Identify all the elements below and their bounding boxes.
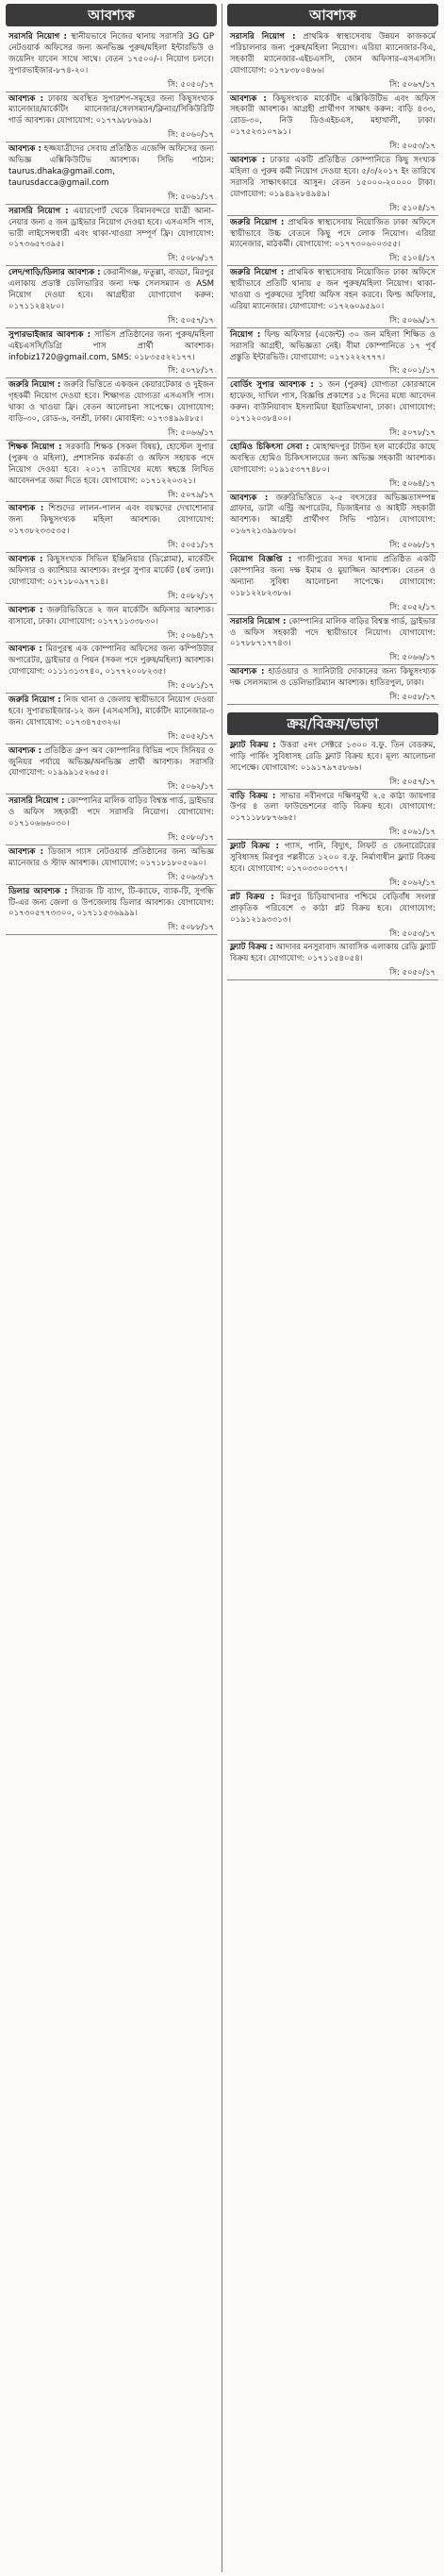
classified-ad: [6, 378, 217, 441]
ad-keyword: প্লট বিক্রয় :: [230, 892, 274, 902]
ad-keyword: হোমিও চিকিৎসা সেবা :: [230, 442, 309, 452]
ad-keyword: জরুরি নিয়োগ :: [230, 217, 285, 227]
classified-ad: [6, 328, 217, 379]
section-header-kroy-bikroy: ক্রয়/বিক্রয়/ভাড়া: [227, 712, 438, 735]
classified-ad: [6, 92, 217, 143]
ad-keyword: আবশ্যক :: [8, 644, 42, 655]
classified-ad: [6, 604, 217, 644]
ad-reference: সি: ৫০৬৬/১৭: [168, 427, 214, 437]
ad-text: কেরানীগঞ্জ, ফতুল্লা, বাড্ডা, মিরপুর এলাকায় প্রডাক্ট ডেলিভারির জন্য দক্ষ সেলসম্যান ও ASM নিয়োগ দেওয়া হবে। আগ্রহীরা যোগাযোগ করুন: ০১৭১১২৪২৮০।: [8, 268, 215, 311]
ad-keyword: জরুরি নিয়োগ :: [8, 380, 61, 391]
ad-text: গ্যাস, পানি, বিদ্যুৎ, লিফট ও জেনারেটরের সুবিধাসহ মিরপুর পল্লবীতে ১২০০ ব.ফু. নির্মাণাধীন ফ্ল্যাট বিক্রয় হবে। যোগাযোগ: ০১৭০৩৩০০৩৭৭।: [230, 842, 436, 874]
classified-ad: [227, 941, 438, 980]
ad-keyword: জরুরি নিয়োগ :: [230, 268, 285, 278]
classified-ad: [227, 30, 438, 92]
classified-ad: [6, 553, 217, 604]
ad-reference: সি: ৫০৫০/১৭: [389, 967, 436, 978]
ad-text: কিছুসংখ্যক মার্কেটিং এক্সিকিউটিভ এবং অফিস সহকারী আবশ্যক। আগ্রহী প্রার্থীগণ সাক্ষাৎ করুন: বাড়ি ৪৩৩, রোড-৩০, নিউ ডিওএইচএস, মহাখালী, ঢাকা। ০১৭৫২৩১০৭৯১।: [230, 93, 436, 138]
ad-keyword: শিক্ষক নিয়োগ :: [8, 442, 62, 452]
ad-list: [227, 739, 438, 980]
classified-ad: [227, 216, 438, 267]
ad-reference: সি: ৫০৮১/১৭: [168, 680, 214, 691]
classified-ad: [227, 553, 438, 615]
ad-text: প্রাথমিক স্বাস্থ্যসেবায় নিয়োজিত ঢাকা অফিসে স্থায়ীভাবে প্রতিটি থানায় ৫ জন পুরুষ/মহিলা নিয়োগ। থাকা-খাওয়া ও পুরুষদের সুবিধা অফিস বহন করবে। ফিল্ড অফিসার, এরিয়া ম্যানেজার। যোগাযোগ: ০১৭২৬০৯৫৯০।: [230, 268, 436, 311]
classified-ad: [6, 441, 217, 503]
ad-text: এয়ারপোর্ট থেকে বিমানবন্দরে যাত্রী আনা-নেয়ার জন্য ৫ জন ড্রাইভার নিয়োগ দেওয়া হবে। এসএসসি পাস, ভারী লাইসেন্সধারী এবং থাকা-খাওয়া সম্পূর্ণ ফ্রি। যোগাযোগ: ০১৭৩৬৫৭৩৯৫।: [8, 206, 214, 250]
classified-ad: [227, 441, 438, 492]
ad-text: উত্তরা ৫নং সেক্টরে ১৩০০ ব.ফু. তিন বেডরুম, গাড়ি পার্কিং সুবিধাসহ রেডি ফ্ল্যাট বিক্রয় হবে। মূল্য আলোচনা সাপেক্ষে। যোগাযোগ: ০১৯১৭৯৭৫৮৬৬।: [230, 740, 436, 773]
ad-reference: সি: ৫০৬৭/১৭: [389, 78, 436, 89]
ad-keyword: বোর্ডিং সুপার আবশ্যক :: [230, 380, 314, 391]
ad-text: প্রাথমিক স্বাস্থ্যসেবায় উন্নয়ন কাজকর্মে পরিচালনার জন্য পুরুষ/মহিলা নিয়োগ। এরিয়া ম্যানেজার-বিএ, সহকারী ম্যানেজার-এইচএসসি, জোন অফিসার-এসএসসি। যোগাযোগ: ০১৭৮৩৮০৪৬৬।: [230, 32, 436, 75]
ad-keyword: সরাসরি নিয়োগ :: [230, 32, 296, 42]
ad-text: নিজ থানা ও জেলায় স্থায়ীভাবে নিয়োগ দেওয়া হবে। সুপারভাইজার-১২ জন (এসএসসি), মার্কেটিং ম্যানেজার-৩ জন। যোগাযোগ: ০১৭৩৪৭৫৩২৬।: [8, 695, 214, 728]
ad-text: সিরাজ টি ব্যাগ, টি-ক্যাফে, ব্যাক-টি, সুগন্ধি টি-এর জন্য জেলা ও উপজেলায় ডিলার আবশ্যক। যোগাযোগ: ০১৭৩০৫৭৭৩৩০০, ০১৭১১৫৩৬৯৯৯।: [8, 886, 214, 919]
ad-reference: সি: ৫০৮০/১৭: [168, 832, 214, 842]
ad-reference: সি: ৫০৫২/১৭: [389, 601, 436, 611]
ad-text: মোহাম্মদপুর টাউন হল মার্কেটের কাছে অবস্থিত হোমিও চিকিৎসালয়ের জন্য অভিজ্ঞ সহকারী আবশ্যক। যোগাযোগ: ০১৯১৫৩৭৭৪৮০।: [230, 442, 436, 475]
classified-ad: [6, 502, 217, 553]
ad-reference: সি: ৫০০১/১৭: [389, 365, 436, 376]
classified-ad: [6, 795, 217, 845]
ad-reference: সি: ৫০৮৬/১৭: [168, 253, 214, 263]
ad-keyword: জরুরি নিয়োগ :: [8, 695, 61, 706]
classified-ad: [6, 744, 217, 795]
ad-keyword: সরাসরি নিয়োগ :: [8, 796, 65, 807]
ad-keyword: সরাসরি নিয়োগ :: [8, 32, 67, 42]
ad-text: কোম্পানির মালিক বাড়ির বিশ্বস্ত গার্ড, ড্রাইভার ও অফিস সহকারী পদে সরাসরি নিয়োগ। যোগাযোগ: ০১৭১০৬৬৬০৩০।: [8, 796, 214, 829]
ad-reference: সি: ৫১০৪/১৭: [389, 253, 436, 263]
ad-text: স্থানীয়ভাবে নিজের থানায় সরাসরি 3G GP নেটওয়ার্ক অফিসের জন্য অনভিজ্ঞ পুরুষ/মহিলা ইন্টারভিউ ও জয়েনিং যাবেন সাথে সাথে। বেতন ১৭৫০০/-। নিয়োগ চলবে। সুপারভাইজার-৮৭৪-২০।: [8, 32, 214, 75]
ad-keyword: ফ্ল্যাট বিক্রয় :: [230, 943, 273, 953]
ad-reference: সি: ৫০৬৬/১৭: [389, 652, 436, 662]
section-gap: [227, 705, 438, 712]
ad-text: ঢাকায় অবস্থিত সুপারশপ-সমূহের জন্য কিছুসংখ্যক ম্যানেজার/মার্কেটিং ম্যানেজার/সেলসম্যান/ক্লিনার/সিকিউরিটি গার্ড আবশ্যক। যোগাযোগ: ০১৭৭৯৮৮৬৯৯।: [8, 93, 215, 126]
ad-text: প্রাথমিক স্বাস্থ্যসেবায় নিয়োজিত ঢাকা অফিসে স্থায়ীভাবে উচ্চ বেতনে কিছু পদে লোক নিয়োগ। এরিয়া ম্যানেজার, মাঠকর্মী। যোগাযোগ: ০১৭৭৩০৬০০৩৫৫।: [230, 217, 436, 250]
ad-keyword: সুপারভাইজার আবশ্যক :: [8, 329, 91, 340]
ad-reference: সি: ৫০৭৯/১৭: [168, 489, 214, 499]
ad-text: কিছুসংখ্যক সিভিল ইঞ্জিনিয়ার (ডিপ্লোমা), মার্কেটিং অফিসার ও ক্যাশিয়ার আবশ্যক। রংপুর সুপার মার্কেট (৪র্থ তলা)। যোগাযোগ: ০১৭১৮০৯৭৭১৪।: [8, 555, 215, 587]
classified-ad: [227, 790, 438, 841]
classified-ad: [227, 891, 438, 942]
ad-text: ফিল্ড অফিসার (এজেন্ট) ৩০ জন মহিলা শিক্ষিত ও সরাসরি আগ্রহী, অভিজ্ঞতা নেই। বীমা কোম্পানিতে ১৭ পূর্ব প্রস্তুতি ইন্টারভিউ। যোগাযোগ: ০১৭১২২২৭৭৭।: [230, 329, 436, 362]
classified-ad: [227, 378, 438, 441]
ad-text: হজ্জযাত্রীদের সেবায় প্রতিষ্ঠিত এজেন্সি অফিসের জন্য অভিজ্ঞ এক্সিকিউটিভ আবশ্যক। সিভি পাঠান: taurus.dhaka@gmail.com, taurusdacca@gmail.com: [8, 144, 214, 188]
ad-reference: সি: ৫০৬২/১৭: [389, 877, 436, 887]
ad-keyword: সরাসরি নিয়োগ :: [8, 206, 69, 216]
ad-text: ১ জন (পুরুষ) যোগ্যতা কোরআনে হাফেজ, দাখিল পাস, বিজ্ঞপ্তি প্রকাশের ১৫ দিনের মধ্যে আবেদন করুন। বাউনিয়াবাদ ইসলামিয়া ইয়াতিমখানা, ঢাকা। যোগাযোগ: ০১৭১২০৩৮৪০০।: [230, 380, 436, 425]
ad-keyword: আবশ্যক :: [8, 93, 44, 104]
classified-ad: [227, 328, 438, 379]
ad-text: ঢাকার একটি প্রতিষ্ঠিত কোম্পানিতে কিছু সংখ্যক মহিলা ও পুরুষ কর্মী নিয়োগ দেওয়া হবে। ৫/৩/২০১৭ ইং তারিখে সরাসরি সাক্ষাৎকারে আসুন। বেতন ১৫০০০-২০০০০ টাকা। যোগাযোগ: ০১৯৪৯২৮৪৯৪৯।: [230, 156, 436, 199]
ad-reference: সি: ৫০৫২/১৭: [168, 730, 214, 741]
ad-reference: সি: ৫০৬০/১৭: [168, 129, 214, 140]
ad-keyword: আবশ্যক :: [8, 144, 41, 155]
left-column: [6, 4, 217, 2572]
ad-reference: সি: ৫০৫৮/১৭: [389, 692, 436, 702]
classified-ad: [227, 615, 438, 666]
ad-text: সরকারি শিক্ষক (সকল বিষয়), হোস্টেল সুপার (পুরুষ ও মহিলা), প্রশাসনিক কর্মকর্তা ও অফিস সহায়ক পদে নিয়োগ দেওয়া হবে। ২০১৭ তারিখের মধ্যে স্বহস্তে লিখিত আবেদনপত্র জমা দিতে হবে। যোগাযোগ: ০১৭১২২০৩২১।: [8, 442, 214, 486]
ad-keyword: বাড়ি বিক্রয় :: [230, 791, 276, 801]
ad-keyword: আবশ্যক :: [8, 555, 43, 565]
right-column: [227, 4, 438, 2572]
ad-keyword: আবশ্যক :: [230, 156, 266, 166]
ad-list: [6, 30, 217, 935]
ad-keyword: ডিলার আবশ্যক :: [8, 886, 68, 896]
ad-keyword: নিয়োগ বিজ্ঞপ্তি :: [230, 555, 292, 565]
ad-keyword: ফ্ল্যাট বিক্রয় :: [230, 740, 276, 750]
ad-text: জরুরিভিত্তিতে ২ জন মার্কেটিং অফিসার আবশ্যক। বাসাবো, ঢাকা। যোগাযোগ: ০১৭৭১১৩৩৮৩০।: [8, 605, 215, 627]
ad-text: আদাবর মনসুরাবাদ আবাসিক এলাকায় রেডি ফ্ল্যাট বিক্রয় হবে। যোগাযোগ: ০১৭১১৫৪০৫৪।: [230, 943, 436, 964]
ad-keyword: আবশ্যক :: [8, 745, 42, 756]
classified-ad: [6, 694, 217, 744]
classified-ad: [227, 492, 438, 554]
classified-ad: [6, 142, 217, 205]
classified-ad: [227, 739, 438, 790]
ad-text: গাজীপুরের সদর থানায় প্রতিষ্ঠিত একটি কোম্পানির জন্য দক্ষ ইমাম ও মুয়াজ্জিন আবশ্যক। বেতন ও অন্যান্য সুবিধা আলোচনা সাপেক্ষে। যোগাযোগ: ০১৮১২২৮২৩৮৬।: [230, 555, 436, 598]
classified-ad: [227, 154, 438, 216]
ad-reference: সি: ৫০৮২/১৭: [168, 590, 214, 600]
ad-keyword: লেদ/গাড়ি/ডিলার আবশ্যক :: [8, 268, 101, 278]
ad-reference: সি: ৫১০৪/১৭: [389, 202, 436, 212]
ad-text: জরুরিভিত্তিতে ২-৫ বৎসরের অভিজ্ঞতাসম্পন্ন গ্রাফার, ডাটা এন্ট্রি অপারেটর, ডিজাইনার ও আইটি সহকারী আবশ্যক। আগ্রহী প্রার্থীগণ সিভি পাঠান। যোগাযোগ: ০১৬৭২১৩৯৯৩৮৬।: [230, 493, 436, 537]
ad-reference: সি: ৫০৬৪/১৭: [389, 477, 436, 488]
classified-ad: [227, 92, 438, 155]
classified-ad: [6, 205, 217, 267]
section-header-abossok-right: আবশ্যক: [227, 4, 438, 26]
ad-list: [227, 30, 438, 705]
ad-reference: সি: ৫০৫৭/১৭: [389, 776, 436, 786]
ad-reference: সি: ৫০৬২/১৭: [168, 781, 214, 792]
ad-reference: সি: ৫০৫৩/১৭: [389, 141, 436, 151]
section-header-abossok: আবশ্যক: [6, 4, 217, 26]
ad-text: সাভার নবীনগরে দক্ষিণমুখী ২.৫ কাঠা জায়গার উপর ৪ তলা ফাউন্ডেশনের বাড়ি বিক্রয় হবে। যোগাযোগ: ০১৭১১৮৮৮৭৬৬৫।: [230, 791, 436, 824]
ad-keyword: আবশ্যক :: [8, 504, 44, 514]
classified-ad: [6, 266, 217, 328]
classified-ad: [6, 30, 217, 92]
classified-ad: [6, 845, 217, 885]
ad-reference: সি: ৫০৬৯/১৭: [389, 314, 436, 325]
ad-keyword: আবশ্যক :: [8, 846, 44, 857]
ad-reference: সি: ৫০৫০/১৭: [168, 78, 214, 89]
classified-ad: [6, 885, 217, 936]
ad-reference: সি: ৫০৭৮/১৭: [389, 427, 436, 437]
ad-reference: সি: ৫০৫৭/১৭: [168, 314, 214, 325]
ad-keyword: আবশ্যক :: [8, 605, 43, 615]
ad-text: হার্ডওয়ার ও স্যানিটারি দোকানের জন্য কিছুসংখ্যক দক্ষ সেলসম্যান ও ডেলিভারিম্যান আবশ্যক। হাতিরপুল, ঢাকা।: [230, 667, 436, 689]
ad-text: মিরপুর চিড়িয়াখানার পশ্চিমে বেড়িবাঁধ সংলগ্ন প্রাকৃতিক পরিবেশে ৩ কাঠা প্লট বিক্রয় হবে। যোগাযোগ: ০১৯১২১৯৩৩১৩।: [230, 892, 436, 925]
ad-text: জরুরি ভিত্তিতে একজন কেয়ারটেকার ও দুইজন গৃহকর্মী নিয়োগ দেওয়া হবে। শিক্ষাগত যোগ্যতা এসএসসি পাস। থাকা ও খাওয়া ফ্রি। বেতন আলোচনা সাপেক্ষে। যোগাযোগ: বাড়ি-৩০, রোড-৬, বনশ্রী, ঢাকা। মোবাইল: ০১৭৩৪৯৯৪৮৫।: [8, 380, 214, 425]
ad-keyword: আবশ্যক :: [230, 493, 269, 503]
classified-ad: [227, 266, 438, 328]
classified-ad: [227, 840, 438, 891]
ad-text: শিশুদের লালন-পালন এবং বয়স্কদের দেখাশোনার জন্য কিছুসংখ্যক মহিলা আবশ্যক। যোগাযোগ: ০১৭৩৮২৩৩৫৩৫।: [8, 504, 215, 537]
ad-text: ডিজাস গ্যাস নেটওয়ার্ক প্রতিষ্ঠানের জন্য অভিজ্ঞ ম্যানেজার ও স্টাফ আবশ্যক। যোগাযোগ: ০১৭১৮১৮০৫০৯০।: [8, 846, 214, 868]
ad-keyword: ফ্ল্যাট বিক্রয় :: [230, 842, 279, 852]
ad-keyword: নিয়োগ :: [230, 329, 261, 340]
ad-reference: সি: ৫০৬৪/১৭: [168, 629, 214, 640]
ad-text: প্রতিষ্ঠিত গ্রুপ অব কোম্পানির বিভিন্ন পদে সিনিয়র ও জুনিয়র পর্যায়ে অভিজ্ঞ/অনভিজ্ঞ প্রার্থী আবশ্যক। সরাসরি যোগাযোগ: ০১৯৯৯১৫২৬৫৫।: [8, 745, 215, 778]
ad-keyword: আবশ্যক :: [230, 93, 267, 104]
ad-reference: সি: ৫০৬৮/১৭: [389, 540, 436, 550]
ad-text: সার্ভিস প্রতিষ্ঠানের জন্য পুরুষ/মহিলা এইচএসসি/ডিগ্রি পাস প্রার্থী আবশ্যক। infobiz1720@gmail.com, SMS: ০১৮৩৫৫২২১৭৭।: [8, 329, 215, 362]
ad-reference: সি: ৫০৬১/১৭: [389, 827, 436, 837]
ad-reference: সি: ৫০৮৮/১৭: [168, 922, 214, 932]
ad-reference: সি: ৫০৫১/১৭: [168, 540, 214, 550]
ad-reference: সি: ৫০৬১/১৭: [168, 191, 214, 201]
ad-reference: সি: ৫০৬৩/১৭: [168, 871, 214, 881]
ad-text: কোম্পানির মালিক বাড়ির বিশ্বস্ত গার্ড, ড্রাইভার ও অফিস সহকারী পদে স্থায়ীভাবে নিয়োগ। যোগাযোগ: ০১৭৮৮৭১৭৭৪৩।: [230, 616, 436, 649]
ad-reference: সি: ৫০৫৩/১৭: [389, 928, 436, 938]
classified-ad: [227, 665, 438, 705]
ad-text: মিরপুরস্থ এক কোম্পানির অফিসের জন্য কম্পিউটার অপারেটর, ড্রাইভার ও পিয়ন (সকল পদে পুরুষ/মহিলা) আবশ্যক। যোগাযোগ: ০১১১৩১৩৭৪০, ০১৭৭২০০৮২৩৫।: [8, 644, 214, 677]
ad-reference: সি: ৫০৭৮/১৭: [168, 365, 214, 376]
classified-ad: [6, 643, 217, 694]
ad-keyword: সরাসরি নিয়োগ :: [230, 616, 287, 627]
ad-keyword: আবশ্যক :: [230, 667, 265, 677]
